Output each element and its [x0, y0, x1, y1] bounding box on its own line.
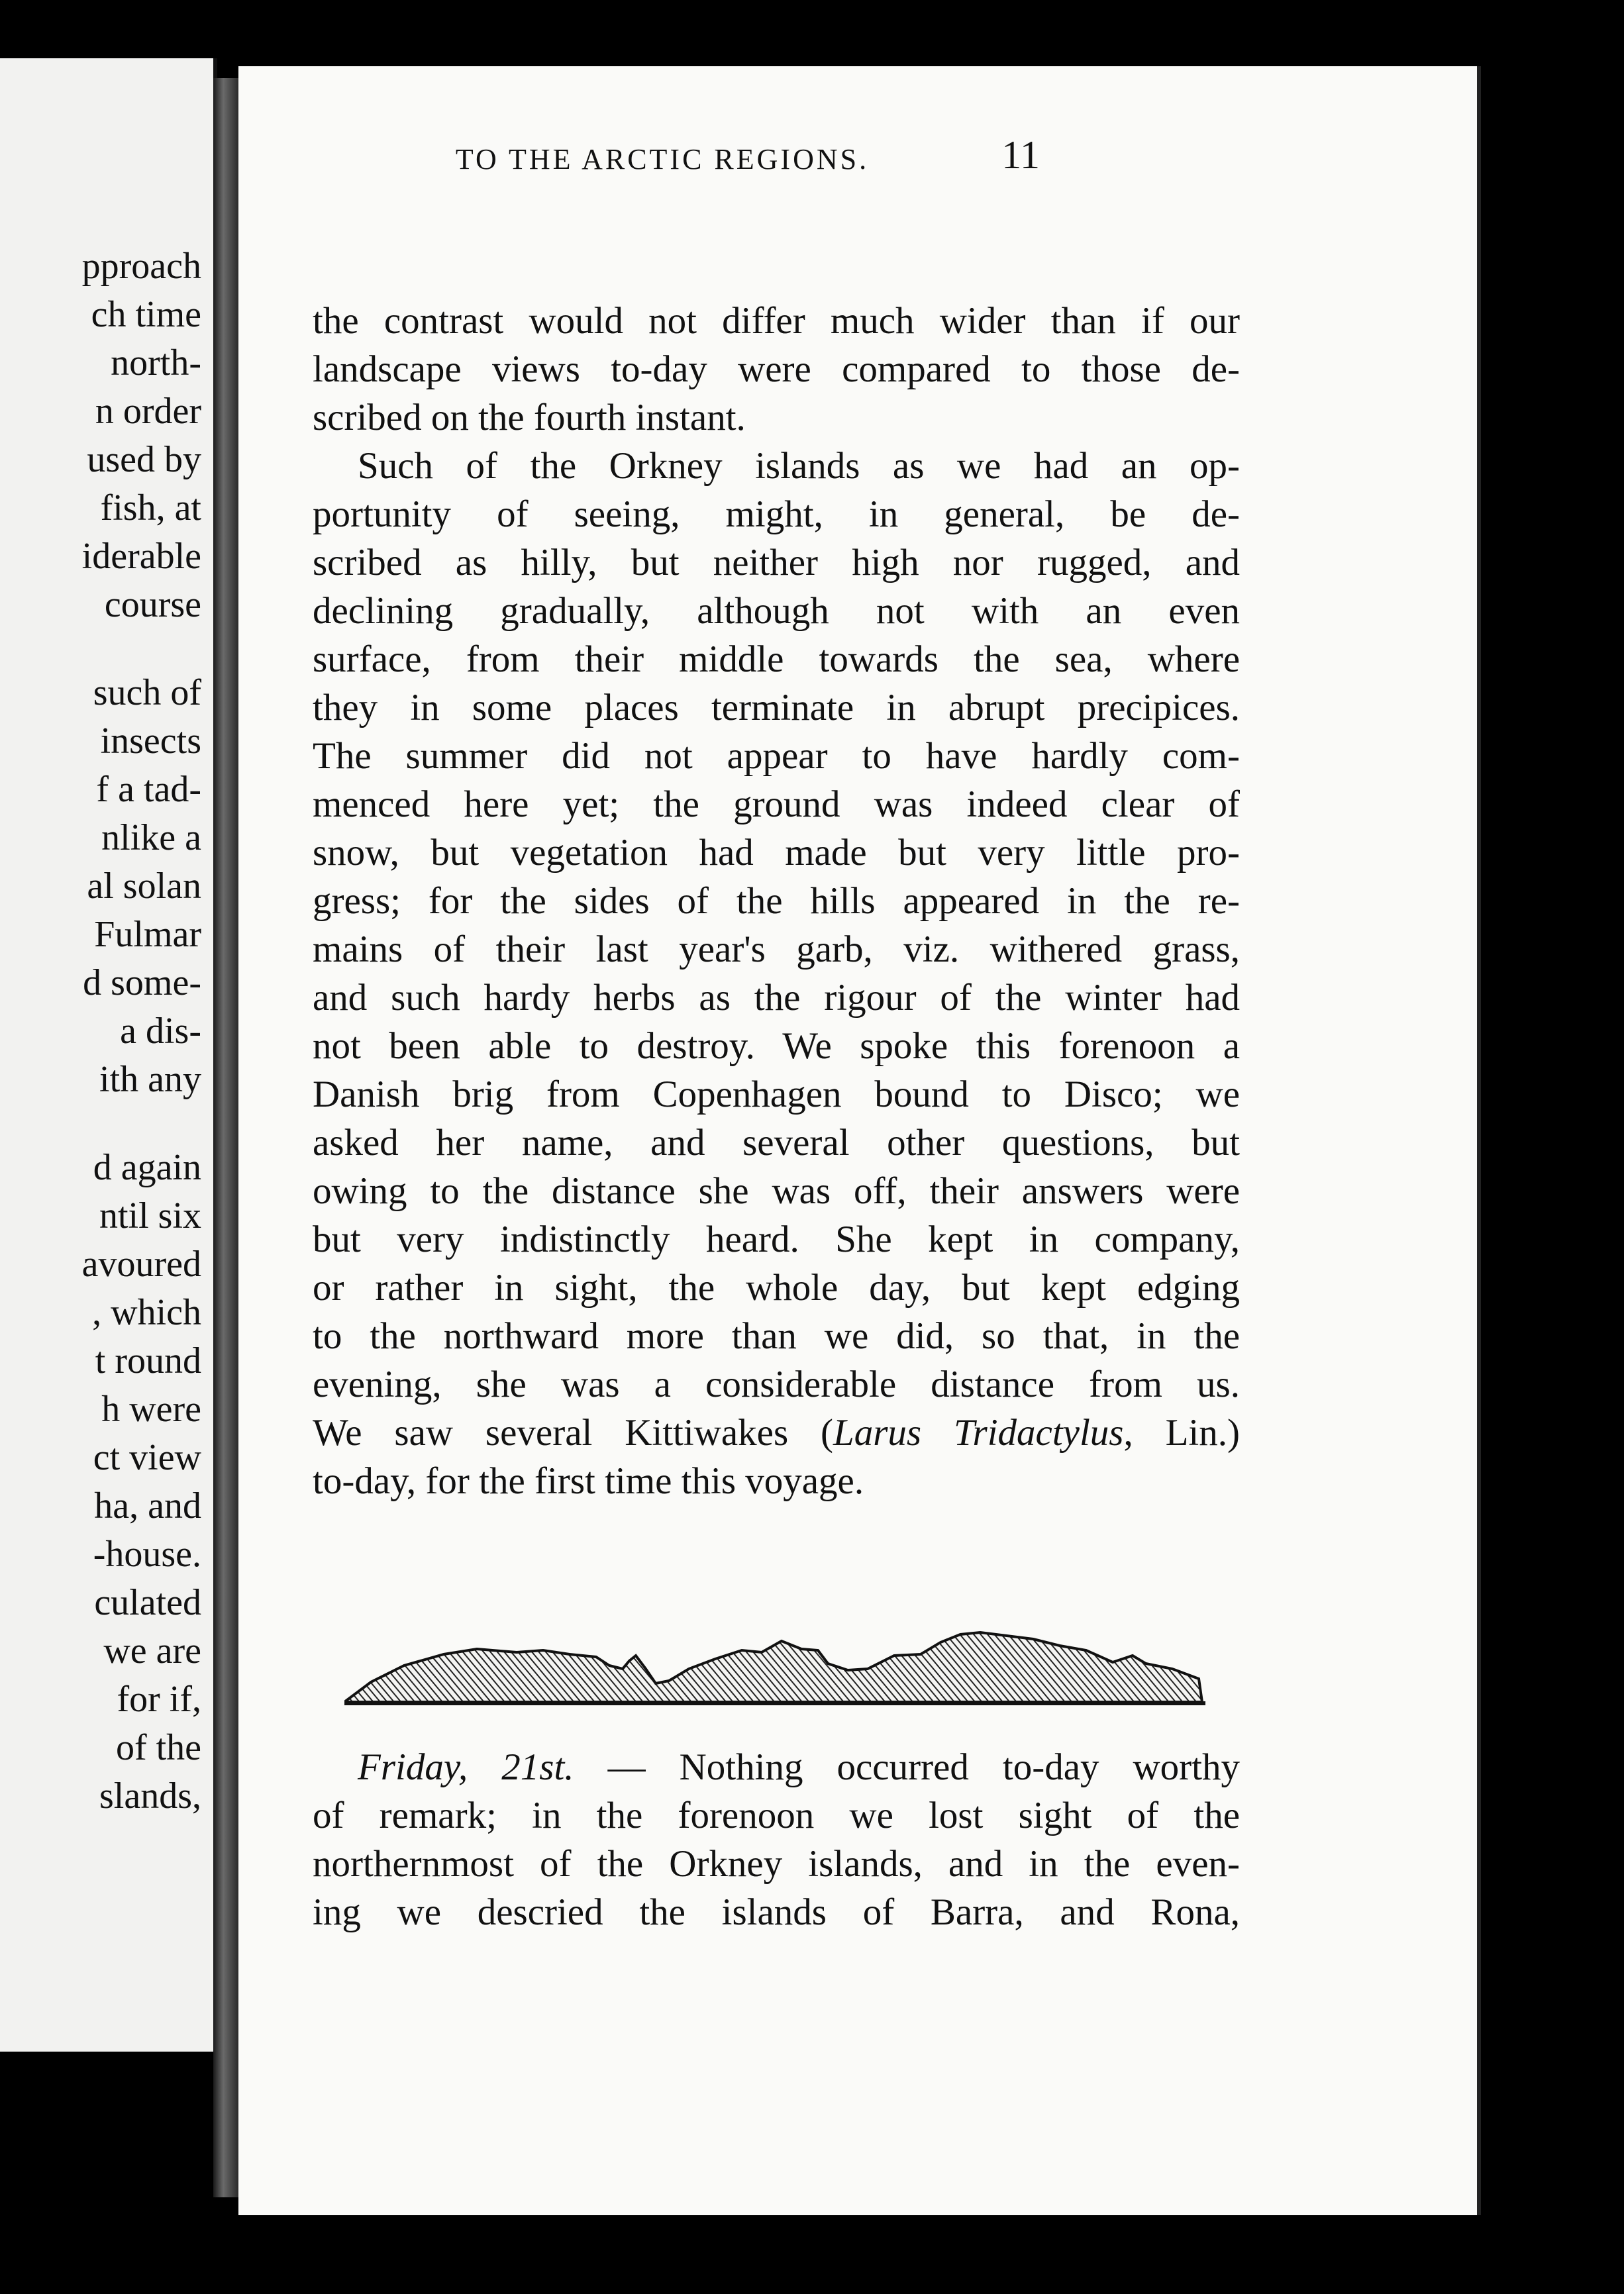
text-line: or rather in sight, the whole day, but kept edging — [313, 1267, 1240, 1309]
text-line: the contrast would not differ much wider than if our — [313, 300, 1240, 342]
left-page-line: -house. — [93, 1534, 201, 1575]
left-page-line: we are — [103, 1630, 201, 1671]
text-line: declining gradually, although not with an even — [313, 590, 1240, 632]
left-page-line: nlike a — [101, 817, 201, 858]
text-line: asked her name, and several other questions, but — [313, 1122, 1240, 1164]
kittiwake-text-after: , Lin.) — [1123, 1412, 1240, 1454]
left-page-line: ntil six — [99, 1195, 201, 1236]
text-line: menced here yet; the ground was indeed clear of — [313, 783, 1240, 825]
text-line: snow, but vegetation had made but very little pro- — [313, 832, 1240, 873]
text-line: gress; for the sides of the hills appeared in the re- — [313, 880, 1240, 922]
left-page-line: ch time — [91, 294, 201, 335]
text-line: surface, from their middle towards the sea, where — [313, 638, 1240, 680]
date-label: 21st. — [501, 1746, 574, 1788]
left-page-line: used by — [87, 439, 201, 480]
day-label: Friday, — [358, 1746, 468, 1788]
text-line: ing we descried the islands of Barra, and Rona, — [313, 1891, 1240, 1933]
page-number: 11 — [1001, 133, 1040, 177]
island-silhouette — [344, 1632, 1202, 1702]
text-block-upper — [313, 297, 1240, 1505]
text-line: evening, she was a considerable distance from us. — [313, 1364, 1240, 1405]
text-line: northernmost of the Orkney islands, and in the even- — [313, 1843, 1240, 1885]
left-page-line: culated — [94, 1582, 201, 1623]
left-page-line: ct view — [93, 1437, 201, 1478]
text-line: owing to the distance she was off, their answers were — [313, 1170, 1240, 1212]
left-page-line: such of — [93, 672, 201, 713]
page-edge — [1477, 66, 1481, 2215]
text-line: of remark; in the forenoon we lost sight of the — [313, 1795, 1240, 1836]
left-page-line: n order — [95, 391, 201, 432]
text-line: to the northward more than we did, so that, in the — [313, 1315, 1240, 1357]
text-line: they in some places terminate in abrupt precipices. — [313, 687, 1240, 728]
text-line: landscape views to-day were compared to those de- — [313, 348, 1240, 390]
entry-text: — Nothing occurred to-day worthy — [607, 1746, 1241, 1788]
text-line: Danish brig from Copenhagen bound to Disco; we — [313, 1073, 1240, 1115]
left-page-line: insects — [100, 721, 201, 762]
left-page-line: a dis- — [120, 1011, 201, 1052]
latin-species-name: Larus Tridactylus — [833, 1412, 1124, 1454]
left-page-line: d again — [93, 1147, 201, 1188]
left-facing-page — [0, 58, 217, 2052]
book-spine — [213, 78, 238, 2197]
text-line: not been able to destroy. We spoke this forenoon a — [313, 1025, 1240, 1067]
left-page-line: al solan — [87, 866, 201, 907]
left-page-line: h were — [101, 1389, 201, 1430]
left-page-line: north- — [111, 342, 201, 383]
left-page-line: iderable — [81, 536, 201, 577]
left-page-line: course — [104, 584, 201, 625]
left-page-line: of the — [115, 1727, 201, 1768]
left-page-line: for if, — [117, 1679, 201, 1720]
island-landscape-illustration — [344, 1603, 1205, 1709]
left-page-line: fish, at — [100, 487, 201, 528]
left-page-line: avoured — [81, 1244, 201, 1285]
left-page-line: slands, — [99, 1775, 201, 1817]
text-line: The summer did not appear to have hardly com- — [313, 735, 1240, 777]
text-line-friday — [313, 1743, 1240, 1791]
left-page-line: f a tad- — [96, 769, 201, 810]
text-line: and such hardy herbs as the rigour of the winter had — [313, 977, 1240, 1019]
text-line: to-day, for the first time this voyage. — [313, 1460, 864, 1502]
running-title: TO THE ARCTIC REGIONS. — [455, 143, 870, 175]
text-line: scribed on the fourth instant. — [313, 397, 746, 438]
text-line: Such of the Orkney islands as we had an op- — [358, 445, 1240, 487]
text-line: scribed as hilly, but neither high nor rugged, and — [313, 542, 1240, 583]
left-page-line: , which — [92, 1292, 201, 1333]
text-line: portunity of seeing, might, in general, be de- — [313, 493, 1240, 535]
left-page-line: pproach — [81, 246, 201, 287]
left-page-line: d some- — [83, 962, 201, 1003]
left-page-line: t round — [95, 1340, 201, 1381]
text-line-kittiwakes — [313, 1409, 1240, 1457]
left-page-line: ith any — [99, 1059, 201, 1100]
text-block-lower — [313, 1743, 1240, 1936]
left-page-line: Fulmar — [94, 914, 201, 955]
kittiwake-text-before: We saw several Kittiwakes ( — [313, 1412, 834, 1454]
text-line: but very indistinctly heard. She kept in company, — [313, 1219, 1240, 1260]
left-page-line: ha, and — [94, 1485, 201, 1526]
text-line: mains of their last year's garb, viz. withered grass, — [313, 928, 1240, 970]
